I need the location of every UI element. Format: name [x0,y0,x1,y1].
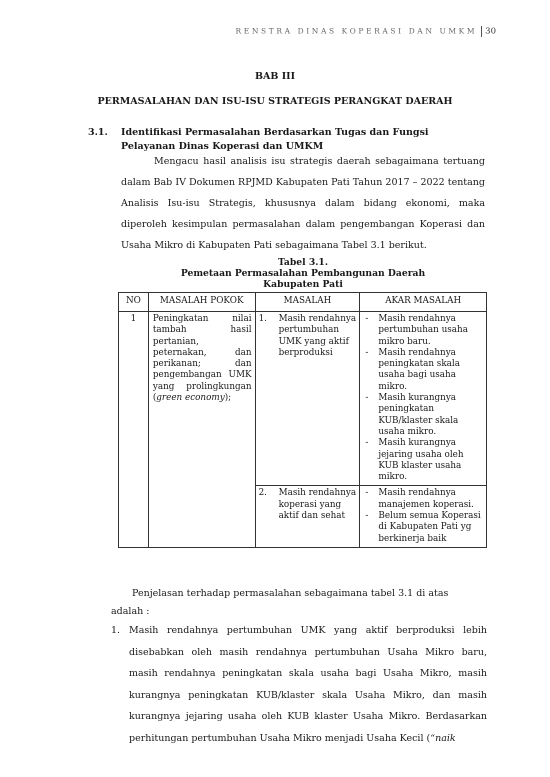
list-item-number: 1. [111,625,121,636]
masalah-number: 2. [258,488,267,499]
akar-item: - Belum semua Koperasi di Kabupaten Pati yg berkinerja baik [365,511,481,544]
akar-item: - Masih rendahnya manajemen koperasi. [365,488,474,510]
col-header-akar-masalah: AKAR MASALAH [360,293,487,312]
masalah-text: Masih rendahnya pertumbuhan UMK yang aktif berproduksi [278,314,357,358]
akar-text: Belum semua Koperasi di Kabupaten Pati yg berkinerja baik [378,511,481,544]
masalah-cell [255,486,360,547]
page-number: 30 [485,26,496,37]
explanation-intro-line2: adalah : [111,606,150,617]
akar-item: - Masih rendahnya peningkatan skala usaha bagi usaha mikro. [365,347,460,392]
list-item-emphasis: naik [435,732,456,744]
table-row [119,312,487,486]
akar-item: - Masih kurangnya jejaring usaha oleh KUB klaster usaha mikro. [365,438,464,483]
col-header-no: NO [119,293,149,312]
akar-text: Masih rendahnya pertumbuhan usaha mikro baru. [378,314,468,347]
akar-text: Masih rendahnya peningkatan skala usaha bagi usaha mikro. [378,347,460,392]
masalah-pokok-emphasis: green economy [156,393,225,404]
table-caption-region: Kabupaten Pati [263,279,343,290]
list-item [111,620,487,749]
table-caption-title: Pemetaan Permasalahan Pembangunan Daerah [180,268,426,279]
list-item-text: Masih rendahnya pertumbuhan UMK yang aktif berproduksi lebih disebabkan oleh masih rendahnya pertumbuhan Usaha Mikro baru, masih rendahnya peningkatan skala usaha bagi Usaha Mikro, masih kurangnya peningkatan KUB/klaster skala Usaha Mikro, dan masih kurangnya jejaring usaha oleh KUB klaster Usaha Mikro. Berdasarkan perhitungan pertumbuhan Usaha Mikro menjadi Usaha Kecil (“ [129,625,487,744]
header-divider [481,26,482,37]
section-number: 3.1. [88,127,108,138]
running-header [236,26,496,37]
masalah-text: Masih rendahnya koperasi yang aktif dan sehat [278,488,357,522]
akar-text: Masih rendahnya manajemen koperasi. [378,488,474,510]
akar-masalah-cell [360,486,487,547]
chapter-title: PERMASALAHAN DAN ISU-ISU STRATEGIS PERANGKAT DAERAH [97,96,453,107]
akar-masalah-cell [360,312,487,486]
col-header-masalah: MASALAH [255,293,360,312]
chapter-label: BAB III [254,71,296,82]
akar-text: Masih kurangnya peningkatan KUB/klaster skala usaha mikro. [378,393,459,437]
section-title-line1: Identifikasi Permasalahan Berdasarkan Tugas dan Fungsi [121,127,429,138]
col-header-masalah-pokok: MASALAH POKOK [148,293,255,312]
problem-mapping-table [118,292,487,548]
section-title-line2: Pelayanan Dinas Koperasi dan UMKM [121,141,324,152]
akar-item: - Masih rendahnya pertumbuhan usaha mikro baru. [365,314,468,347]
masalah-pokok-cell: Peningkatan nilai tambah hasil pertanian, peternakan, dan perikanan; dan pengembangan UMK yang prolingkungan (green economy); [148,312,255,548]
akar-item: - Masih kurangnya peningkatan KUB/klaster skala usaha mikro. [365,393,459,437]
intro-paragraph: Mengacu hasil analisis isu strategis daerah sebagaimana tertuang dalam Bab IV Dokumen RPJMD Kabupaten Pati Tahun 2017 – 2022 tentang Analisis Isu-isu Strategis, khususnya dalam bidang ekonomi, maka diperoleh kesimpulan permasalahan dalam pengembangan Koperasi dan Usaha Mikro di Kabupaten Pati sebagaimana Tabel 3.1 berikut. [121,156,485,251]
masalah-cell [255,312,360,486]
row-number: 1 [119,312,149,548]
akar-text: Masih kurangnya jejaring usaha oleh KUB klaster usaha mikro. [378,438,464,483]
table-header-row [119,293,487,312]
running-title: RENSTRA DINAS KOPERASI DAN UMKM [235,26,478,36]
table-caption-number: Tabel 3.1. [277,257,329,268]
masalah-number: 1. [258,314,267,324]
explanation-intro-line1: Penjelasan terhadap permasalahan sebagaimana tabel 3.1 di atas [132,588,449,599]
masalah-pokok-text: Peningkatan nilai tambah hasil pertanian, peternakan, dan perikanan; dan pengembangan UMK yang prolingkungan [152,314,252,392]
